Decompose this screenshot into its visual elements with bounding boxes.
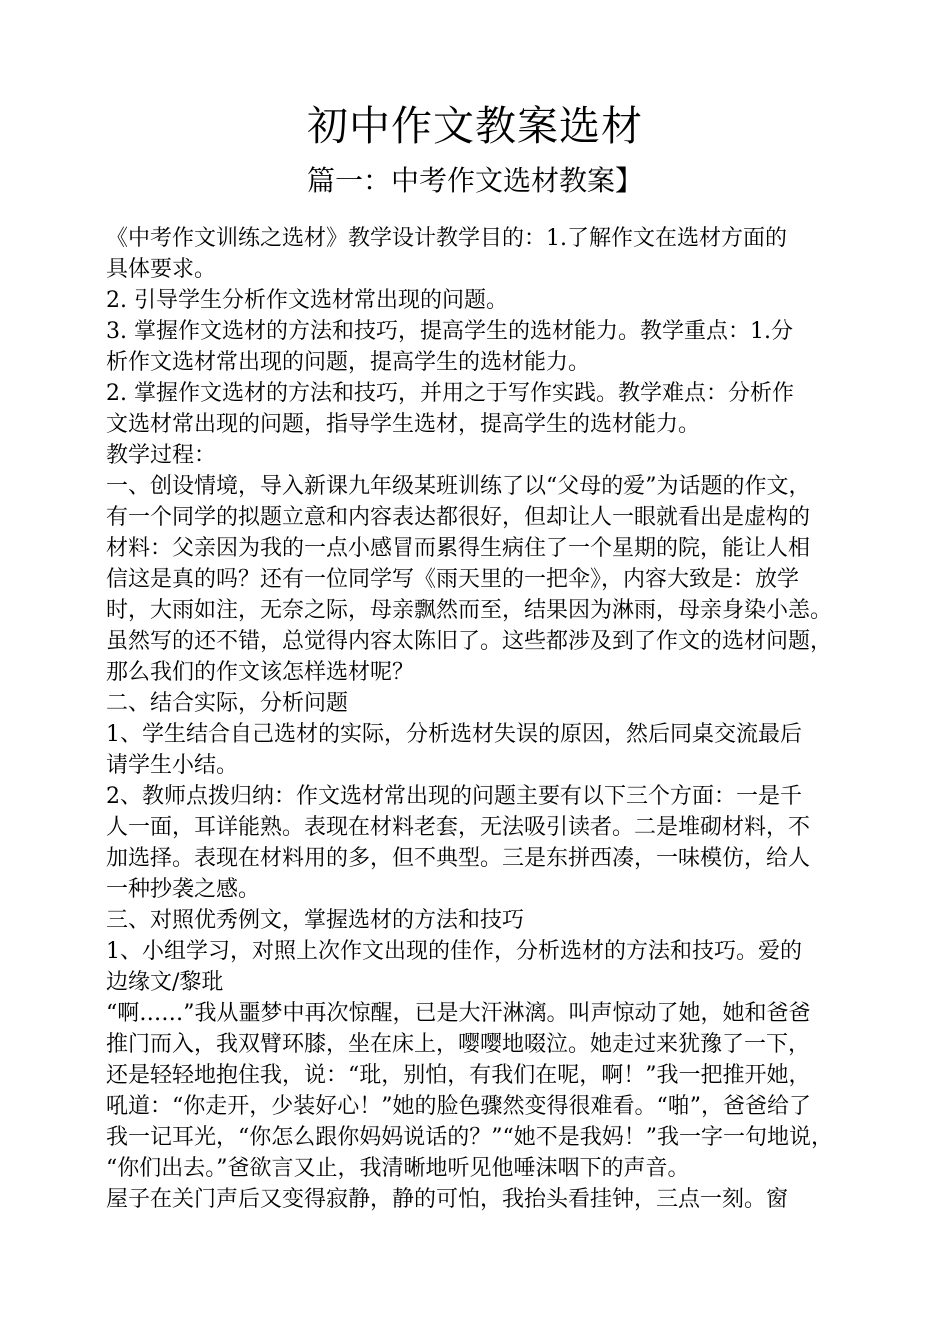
- text-line: 屋子在关门声后又变得寂静，静的可怕，我抬头看挂钟，三点一刻。窗: [106, 1187, 789, 1212]
- text-line: 1、小组学习，对照上次作文出现的佳作，分析选材的方法和技巧。爱的: [106, 939, 802, 964]
- document-subtitle: 篇一：中考作文选材教案】: [306, 164, 643, 197]
- text-line: 一、创设情境，导入新课九年级某班训练了以“父母的爱”为话题的作文，: [106, 474, 811, 499]
- text-line: 人一面，耳详能熟。表现在材料老套，无法吸引读者。二是堆砌材料，不: [106, 815, 811, 840]
- text-line: 2. 引导学生分析作文选材常出现的问题。: [106, 288, 508, 313]
- text-line: 教学过程：: [106, 443, 217, 468]
- text-line: 材料：父亲因为我的一点小感冒而累得生病住了一个星期的院，能让人相: [106, 536, 811, 561]
- text-line: 一种抄袭之感。: [106, 877, 261, 902]
- text-line: 加选择。表现在材料用的多，但不典型。三是东拼西凑，一味模仿，给人: [106, 846, 811, 871]
- text-line: 1、学生结合自己选材的实际，分析选材失误的原因，然后同桌交流最后: [106, 722, 802, 747]
- text-line: 二、结合实际，分析问题: [106, 691, 349, 716]
- text-line: 信这是真的吗？还有一位同学写《雨天里的一把伞》，内容大致是：放学: [106, 567, 800, 592]
- text-line: 时，大雨如注，无奈之际，母亲飘然而至，结果因为淋雨，母亲身染小恙。: [106, 598, 833, 623]
- document-title: 初中作文教案选材: [307, 102, 643, 150]
- text-line: 我一记耳光，“你怎么跟你妈妈说话的？”“她不是我妈！”我一字一句地说，: [106, 1125, 833, 1150]
- text-line: 文选材常出现的问题，指导学生选材，提高学生的选材能力。: [106, 412, 701, 437]
- text-line: 2. 掌握作文选材的方法和技巧，并用之于写作实践。教学难点：分析作: [106, 381, 794, 406]
- text-line: “啊……”我从噩梦中再次惊醒，已是大汗淋漓。叫声惊动了她，她和爸爸: [106, 1001, 811, 1026]
- text-line: 析作文选材常出现的问题，提高学生的选材能力。: [106, 350, 591, 375]
- text-line: 虽然写的还不错，总觉得内容太陈旧了。这些都涉及到了作文的选材问题，: [106, 629, 833, 654]
- text-line: 2、教师点拨归纳：作文选材常出现的问题主要有以下三个方面：一是千: [106, 784, 802, 809]
- text-line: 吼道：“你走开，少装好心！”她的脸色骤然变得很难看。“啪”，爸爸给了: [106, 1094, 811, 1119]
- text-line: 边缘文/黎玭: [106, 970, 224, 995]
- text-line: 还是轻轻地抱住我，说：“玭，别怕，有我们在呢，啊！”我一把推开她，: [106, 1063, 811, 1088]
- text-line: 具体要求。: [106, 257, 217, 282]
- text-line: 推门而入，我双臂环膝，坐在床上，嘤嘤地啜泣。她走过来犹豫了一下，: [106, 1032, 811, 1057]
- text-line: 3. 掌握作文选材的方法和技巧，提高学生的选材能力。教学重点：1.分: [106, 319, 793, 344]
- text-line: 那么我们的作文该怎样选材呢？: [106, 660, 415, 685]
- text-line: 请学生小结。: [106, 753, 239, 778]
- text-line: “你们出去。”爸欲言又止，我清晰地听见他唾沫咽下的声音。: [106, 1156, 690, 1181]
- text-line: 《中考作文训练之选材》教学设计教学目的：1.了解作文在选材方面的: [106, 226, 787, 251]
- text-line: 有一个同学的拟题立意和内容表达都很好，但却让人一眼就看出是虚构的: [106, 505, 811, 530]
- text-line: 三、对照优秀例文，掌握选材的方法和技巧: [106, 908, 525, 933]
